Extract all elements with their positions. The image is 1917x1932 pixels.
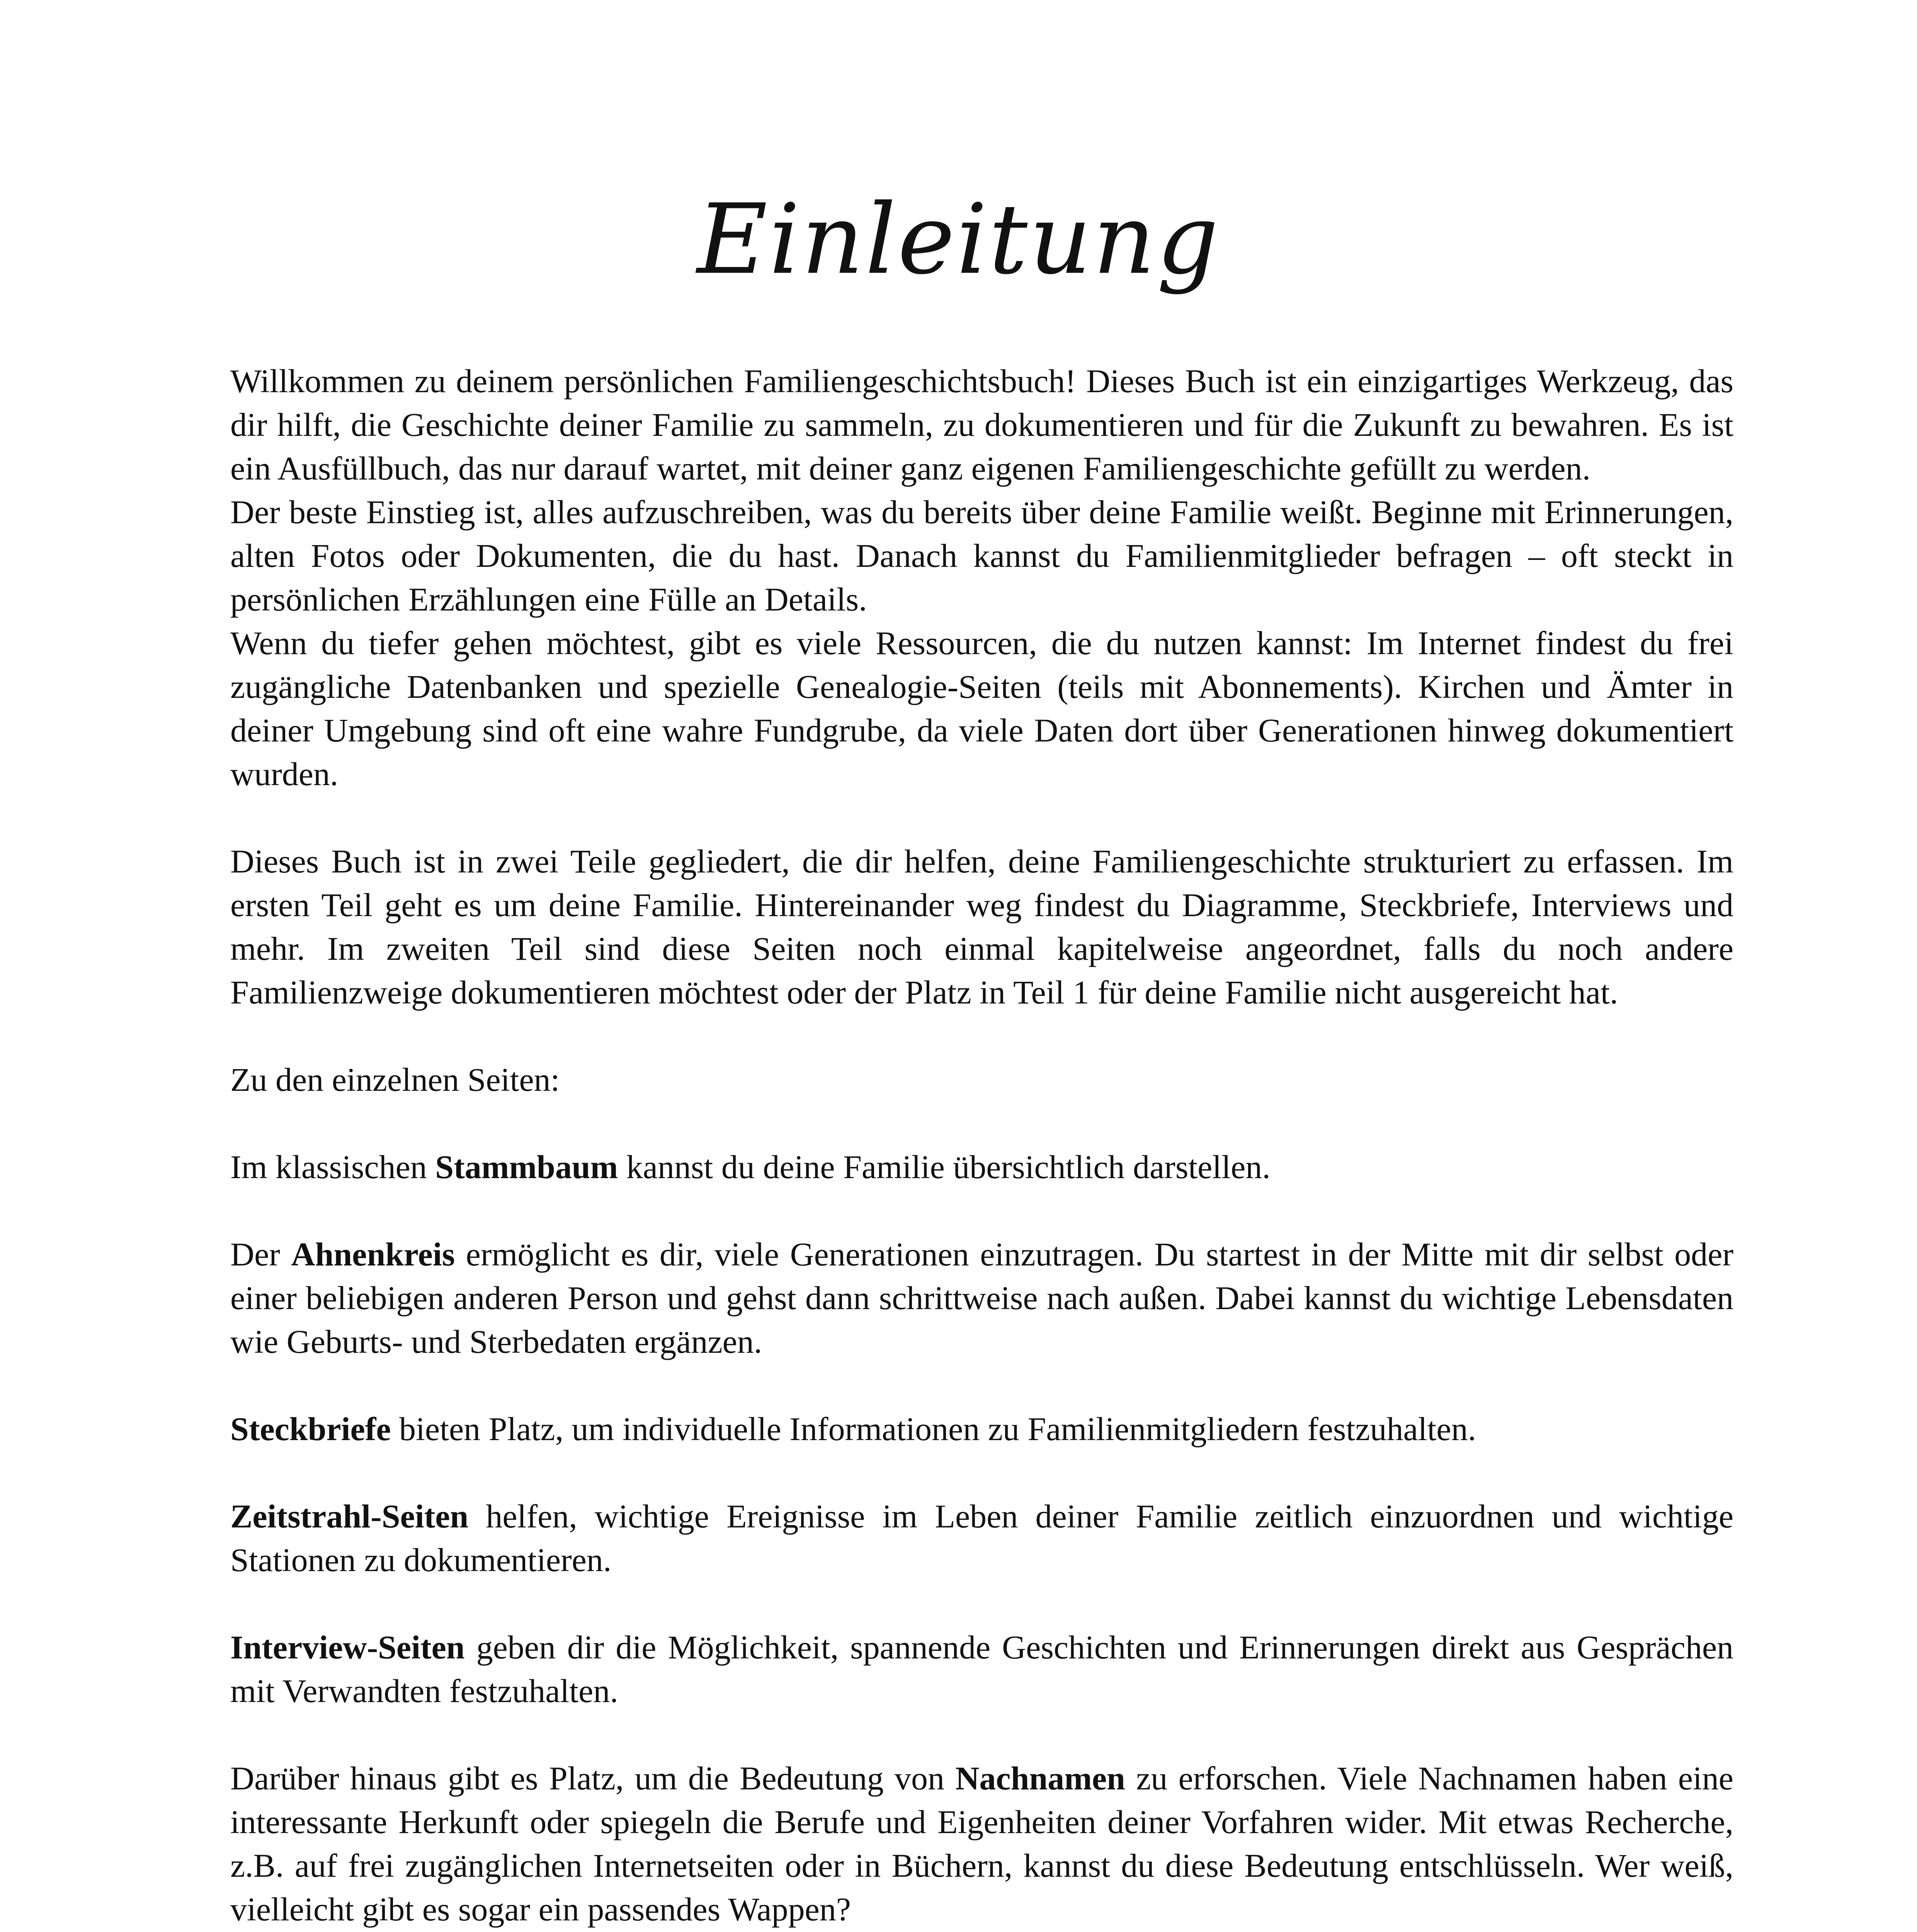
body-text bbox=[230, 359, 1733, 1932]
text-segment: kannst du deine Familie übersichtlich darstellen. bbox=[618, 1148, 1271, 1185]
text-segment: helfen, wichtige Ereignisse im Leben deiner Familie zeitlich einzuordnen und wichtige Stationen zu dokumentieren. bbox=[230, 1498, 1733, 1578]
text-segment: bieten Platz, um individuelle Informationen zu Familienmitgliedern festzuhalten. bbox=[391, 1410, 1476, 1447]
paragraph-ahnenkreis bbox=[230, 1233, 1733, 1364]
keyword-ahnenkreis: Ahnenkreis bbox=[291, 1236, 455, 1273]
paragraph-nachnamen bbox=[230, 1757, 1733, 1931]
keyword-steckbriefe: Steckbriefe bbox=[230, 1410, 391, 1447]
page-title: Einleitung bbox=[697, 183, 1220, 296]
keyword-zeitstrahl: Zeitstrahl-Seiten bbox=[230, 1498, 469, 1535]
paragraph-getting-started: Der beste Einstieg ist, alles aufzuschreiben, was du bereits über deine Familie weißt. Beginne mit Erinnerungen, alten Fotos oder Dokumenten, die du hast. Danach kannst du Familienmitglieder befragen – oft steckt in persönlichen Erzählungen eine Fülle an Details. bbox=[230, 493, 1733, 618]
keyword-nachnamen: Nachnamen bbox=[955, 1760, 1125, 1797]
text-segment: Darüber hinaus gibt es Platz, um die Bedeutung von bbox=[230, 1760, 956, 1797]
text-segment: ermöglicht es dir, viele Generationen einzutragen. Du startest in der Mitte mit dir selbst oder einer beliebigen anderen Person und gehst dann schrittweise nach außen. Dabei kannst du wichtige Lebensdaten wie Geburts- und Sterbedaten ergänzen. bbox=[230, 1236, 1733, 1360]
spacer bbox=[230, 1014, 1733, 1058]
spacer bbox=[230, 1189, 1733, 1233]
keyword-stammbaum: Stammbaum bbox=[435, 1148, 618, 1185]
keyword-interview: Interview-Seiten bbox=[230, 1629, 465, 1666]
spacer bbox=[230, 1713, 1733, 1757]
text-segment: zu erforschen. Viele Nachnamen haben eine interessante Herkunft oder spiegeln die Berufe und Eigenheiten deiner Vorfahren wider. Mit etwas Recherche, z.B. auf frei zugänglichen Internetseiten oder in Büchern, kannst du diese Bedeutung entschlüsseln. Wer weiß, vielleicht gibt es sogar ein passendes Wappen? bbox=[230, 1760, 1733, 1928]
spacer bbox=[230, 1451, 1733, 1495]
spacer bbox=[230, 1582, 1733, 1626]
text-segment: Der bbox=[230, 1236, 291, 1273]
paragraph-book-structure: Dieses Buch ist in zwei Teile gegliedert, die dir helfen, deine Familiengeschichte strukturiert zu erfassen. Im ersten Teil geht es um deine Familie. Hintereinander weg findest du Diagramme, Steckbriefe, Interviews und mehr. Im zweiten Teil sind diese Seiten noch einmal kapitelweise angeordnet, falls du noch andere Familienzweige dokumentieren möchtest oder der Platz in Teil 1 für deine Familie nicht ausgereicht hat. bbox=[230, 843, 1733, 1011]
text-segment: Im klassischen bbox=[230, 1148, 435, 1185]
paragraph-zeitstrahl bbox=[230, 1495, 1733, 1582]
spacer bbox=[230, 796, 1733, 840]
paragraph-interview bbox=[230, 1626, 1733, 1713]
text-segment: geben dir die Möglichkeit, spannende Geschichten und Erinnerungen direkt aus Gesprächen mit Verwandten festzuhalten. bbox=[230, 1629, 1733, 1709]
spacer bbox=[230, 1364, 1733, 1407]
paragraph-welcome: Willkommen zu deinem persönlichen Familiengeschichtsbuch! Dieses Buch ist ein einzigartiges Werkzeug, das dir hilft, die Geschichte deiner Familie zu sammeln, zu dokumentieren und für die Zukunft zu bewahren. Es ist ein Ausfüllbuch, das nur darauf wartet, mit deiner ganz eigenen Familiengeschichte gefüllt zu werden. bbox=[230, 362, 1733, 487]
paragraph-stammbaum bbox=[230, 1145, 1733, 1189]
spacer bbox=[230, 1102, 1733, 1145]
paragraph-resources: Wenn du tiefer gehen möchtest, gibt es viele Ressourcen, die du nutzen kannst: Im Internet findest du frei zugängliche Datenbanken und spezielle Genealogie-Seiten (teils mit Abonnements). Kirchen und Ämter in deiner Umgebung sind oft eine wahre Fundgrube, da viele Daten dort über Generationen hinweg dokumentiert wurden. bbox=[230, 624, 1733, 793]
paragraph-pages-intro: Zu den einzelnen Seiten: bbox=[230, 1061, 560, 1098]
paragraph-steckbriefe bbox=[230, 1407, 1733, 1451]
